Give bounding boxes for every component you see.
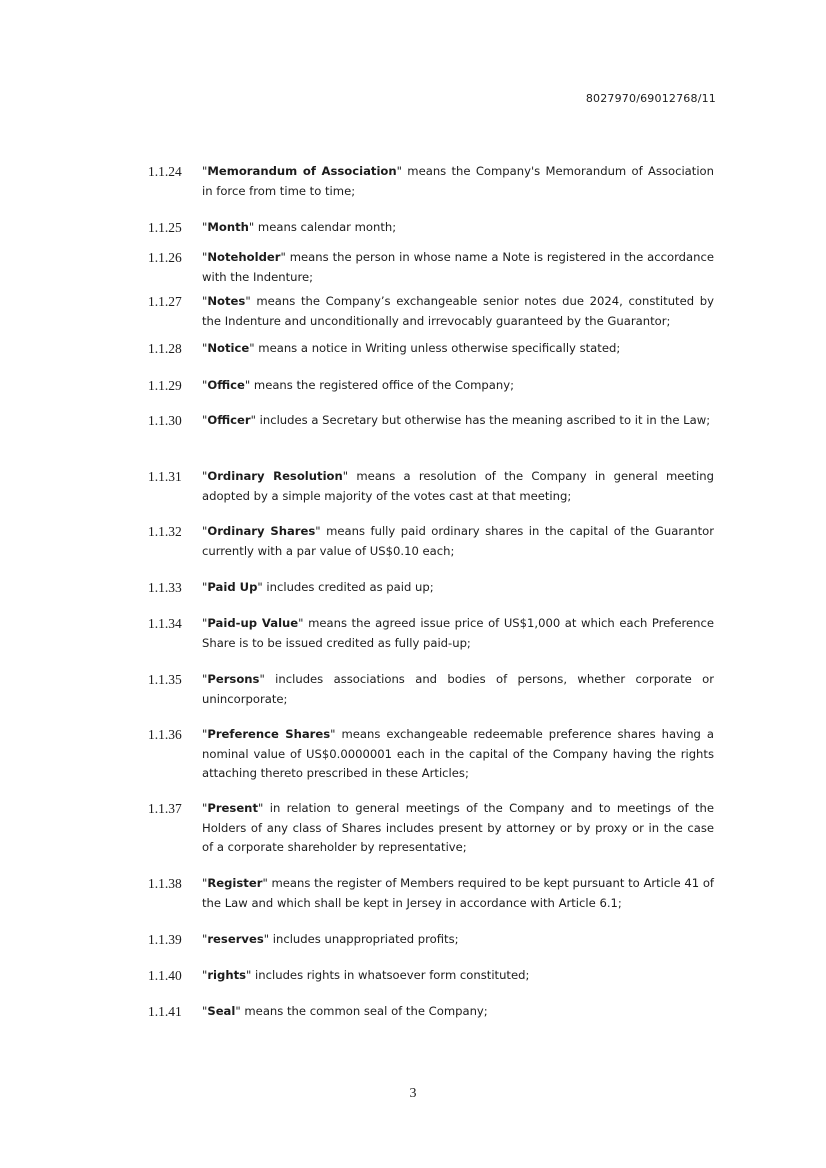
definition-text: means the agreed issue price of US$1,000 at which each Preference Share is to be issued credited as fully paid-up; (202, 616, 715, 650)
definition-text: means a notice in Writing unless otherwise specifically stated; (254, 341, 621, 355)
definition-text: means the Company’s exchangeable senior notes due 2024, constituted by the Indenture and unconditionally and irrevocably guaranteed by the Guarantor; (202, 294, 714, 328)
clause (148, 1002, 720, 1022)
clause-number: 1.1.30 (148, 413, 182, 428)
defined-term: Present (207, 801, 258, 815)
clause (148, 248, 720, 287)
defined-term: rights (207, 968, 247, 982)
defined-term: Register (207, 876, 263, 890)
clause (148, 376, 720, 396)
clause-text: "Persons" includes associations and bodies of persons, whether corporate or unincorporate; (202, 672, 714, 706)
clause-text: "Notes" means the Company’s exchangeable senior notes due 2024, constituted by the Indenture and unconditionally and irrevocably guaranteed by the Guarantor; (202, 294, 714, 328)
clause (148, 930, 720, 950)
defined-term: Preference Shares (207, 727, 331, 741)
definition-text: includes associations and bodies of persons, whether corporate or unincorporate; (202, 672, 714, 706)
defined-term: Ordinary Resolution (207, 469, 343, 483)
clause-text: "Notice" means a notice in Writing unless otherwise specifically stated; (202, 341, 621, 355)
definition-text: means fully paid ordinary shares in the capital of the Guarantor currently with a par value of US$0.10 each; (202, 524, 714, 558)
definition-text: means the registered office of the Company; (250, 378, 514, 392)
defined-term: Seal (207, 1004, 236, 1018)
definition-text: means calendar month; (254, 220, 397, 234)
defined-term: Ordinary Shares (207, 524, 316, 538)
clause (148, 966, 720, 986)
page-number: 3 (409, 1086, 417, 1101)
clause-number: 1.1.33 (148, 580, 182, 595)
clause-text: "Ordinary Resolution" means a resolution of the Company in general meeting adopted by a simple majority of the votes cast at that meeting; (202, 469, 714, 503)
clause-number: 1.1.25 (148, 220, 182, 235)
clause (148, 874, 720, 913)
definition-text: means exchangeable redeemable preference shares having a nominal value of US$0.0000001 each in the capital of the Company having the rights attaching thereto prescribed in these Articles; (202, 727, 714, 780)
defined-term: Notice (207, 341, 250, 355)
clause (148, 339, 720, 359)
clause-text: "reserves" includes unappropriated profits; (202, 932, 459, 946)
defined-term: Paid-up Value (207, 616, 299, 630)
clause-text: "Office" means the registered office of the Company; (202, 378, 514, 392)
clause-number: 1.1.31 (148, 469, 182, 484)
clause-text: "Paid-up Value" means the agreed issue price of US$1,000 at which each Preference Share is to be issued credited as fully paid-up; (202, 616, 715, 650)
definition-text: means the person in whose name a Note is registered in the accordance with the Indenture; (202, 250, 714, 284)
clause-number: 1.1.39 (148, 932, 182, 947)
defined-term: Memorandum of Association (207, 164, 397, 178)
defined-term: Paid Up (207, 580, 258, 594)
clause (148, 467, 720, 506)
clause-number: 1.1.37 (148, 801, 182, 816)
definition-text: includes rights in whatsoever form constituted; (251, 968, 530, 982)
defined-term: Office (207, 378, 245, 392)
clause (148, 614, 720, 653)
clause-text: "Officer" includes a Secretary but otherwise has the meaning ascribed to it in the Law; (202, 413, 711, 427)
defined-term: Officer (207, 413, 251, 427)
definition-text: means the common seal of the Company; (240, 1004, 488, 1018)
definition-text: includes a Secretary but otherwise has the meaning ascribed to it in the Law; (255, 413, 711, 427)
clause-number: 1.1.27 (148, 294, 182, 309)
clause-number: 1.1.38 (148, 876, 182, 891)
definition-text: means the register of Members required to be kept pursuant to Article 41 of the Law and which shall be kept in Jersey in accordance with Article 6.1; (202, 876, 714, 910)
clause-text: "Noteholder" means the person in whose name a Note is registered in the accordance with the Indenture; (202, 250, 714, 284)
clause-number: 1.1.41 (148, 1004, 182, 1019)
clause-number: 1.1.26 (148, 250, 182, 265)
clause-number: 1.1.36 (148, 727, 182, 742)
clause-text: "Month" means calendar month; (202, 220, 397, 234)
clause-text: "rights" includes rights in whatsoever form constituted; (202, 968, 530, 982)
clause-text: "Memorandum of Association" means the Company's Memorandum of Association in force from time to time; (202, 164, 714, 198)
clause (148, 411, 720, 431)
defined-term: Notes (207, 294, 246, 308)
clause (148, 725, 720, 784)
clause-text: "Preference Shares" means exchangeable redeemable preference shares having a nominal value of US$0.0000001 each in the capital of the Company having the rights attaching thereto prescribed in these Articles; (202, 727, 714, 780)
clause-text: "Present" in relation to general meetings of the Company and to meetings of the Holders of any class of Shares includes present by attorney or by proxy or in the case of a corporate shareholder by representative; (202, 801, 714, 854)
defined-term: Noteholder (207, 250, 281, 264)
clause-text: "Paid Up" includes credited as paid up; (202, 580, 434, 594)
clause-text: "Register" means the register of Members required to be kept pursuant to Article 41 of the Law and which shall be kept in Jersey in accordance with Article 6.1; (202, 876, 714, 910)
defined-term: Month (207, 220, 249, 234)
clause-number: 1.1.34 (148, 616, 182, 631)
clause-number: 1.1.40 (148, 968, 182, 983)
clause-number: 1.1.32 (148, 524, 182, 539)
clause (148, 578, 720, 598)
clause-text: "Ordinary Shares" means fully paid ordinary shares in the capital of the Guarantor currently with a par value of US$0.10 each; (202, 524, 714, 558)
clause-text: "Seal" means the common seal of the Company; (202, 1004, 488, 1018)
defined-term: reserves (207, 932, 264, 946)
defined-term: Persons (207, 672, 260, 686)
definition-text: in relation to general meetings of the Company and to meetings of the Holders of any class of Shares includes present by attorney or by proxy or in the case of a corporate shareholder by representative; (202, 801, 714, 854)
clause (148, 522, 720, 561)
clause (148, 162, 720, 201)
clause-number: 1.1.24 (148, 164, 182, 179)
definition-text: includes credited as paid up; (262, 580, 434, 594)
clause-number: 1.1.35 (148, 672, 182, 687)
clause (148, 218, 720, 238)
definition-text: means a resolution of the Company in general meeting adopted by a simple majority of the votes cast at that meeting; (202, 469, 714, 503)
clause (148, 292, 720, 331)
clause-number: 1.1.28 (148, 341, 182, 356)
clause-number: 1.1.29 (148, 378, 182, 393)
document-reference: 8027970/69012768/11 (585, 92, 716, 105)
clause (148, 670, 720, 709)
definition-text: includes unappropriated profits; (269, 932, 459, 946)
clause (148, 799, 720, 858)
definition-text: means the Company's Memorandum of Association in force from time to time; (202, 164, 714, 198)
